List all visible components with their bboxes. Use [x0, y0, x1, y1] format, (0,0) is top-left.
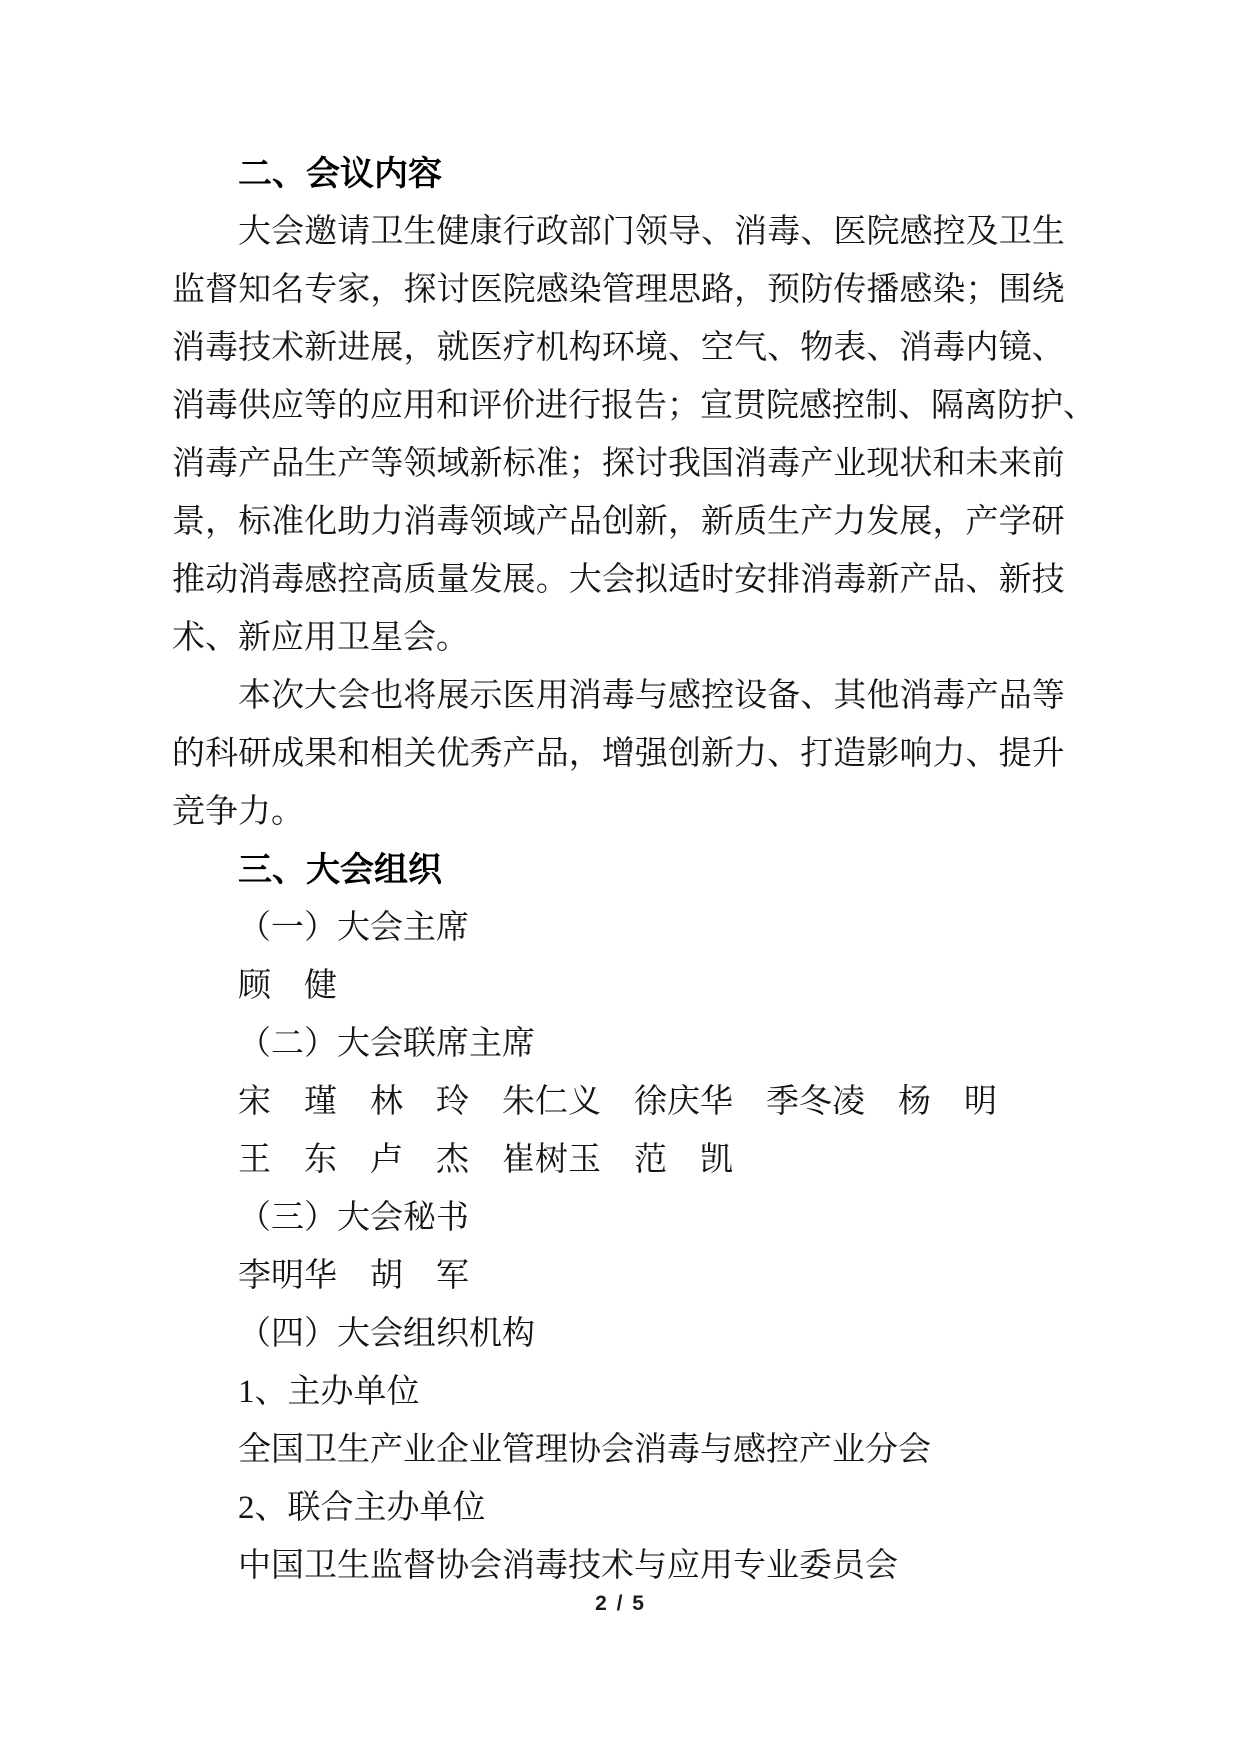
paragraph-line: 消 毒 产 品 生 产 等 领 域 新 标 准 ； 探 讨 我 国 消 毒 产 业 现 状 和 未 来 前: [172, 445, 1065, 482]
section-heading-meeting-content: 二、会议内容: [238, 155, 442, 193]
paragraph-line: 大 会 邀 请 卫 生 健 康 行 政 部 门 领 导 、 消 毒 、 医 院 感 控 及 卫 生: [238, 213, 1065, 250]
subsection-label-secretary: （三）大会秘书: [238, 1200, 469, 1236]
paragraph-line: 本 次 大 会 也 将 展 示 医 用 消 毒 与 感 控 设 备 、 其 他 消 毒 产 品 等: [238, 677, 1065, 714]
cohost-unit-name: 中国卫生监督协会消毒技术与应用专业委员会: [238, 1548, 898, 1584]
cochair-names-line: 王 东 卢 杰 崔树玉 范 凯: [238, 1142, 733, 1178]
paragraph-line: 监 督 知 名 专 家 ， 探 讨 医 院 感 染 管 理 思 路 ， 预 防 传 播 感 染 ； 围 绕: [172, 271, 1065, 308]
section-heading-organization: 三、大会组织: [238, 851, 442, 889]
page-number: 2 / 5: [595, 1592, 646, 1615]
paragraph-line: 术、新应用卫星会。: [172, 620, 469, 656]
document-body: [172, 145, 1096, 1595]
subsection-label-chair: （一）大会主席: [238, 910, 469, 946]
subsection-label-org: （四）大会组织机构: [238, 1316, 535, 1352]
paragraph-line: 的 科 研 成 果 和 相 关 优 秀 产 品 ， 增 强 创 新 力 、 打 造 影 响 力 、 提 升: [172, 735, 1065, 772]
cochair-names-line: 宋 瑾 林 玲 朱仁义 徐庆华 季冬凌 杨 明: [238, 1084, 997, 1120]
paragraph-line: 竞争力。: [172, 794, 304, 830]
subsection-label-cochair: （二）大会联席主席: [238, 1026, 535, 1062]
paragraph-line: 推 动 消 毒 感 控 高 质 量 发 展 。 大 会 拟 适 时 安 排 消 毒 新 产 品 、 新 技: [172, 561, 1065, 598]
paragraph-line: 景 ， 标 准 化 助 力 消 毒 领 域 产 品 创 新 ， 新 质 生 产 力 发 展 ， 产 学 研: [172, 503, 1065, 540]
cohost-unit-label: 2、联合主办单位: [238, 1490, 486, 1526]
secretary-names: 李明华 胡 军: [238, 1258, 469, 1294]
host-unit-name: 全国卫生产业企业管理协会消毒与感控产业分会: [238, 1432, 931, 1468]
chair-name: 顾 健: [238, 968, 337, 1004]
paragraph-line: 消 毒 技 术 新 进 展 ， 就 医 疗 机 构 环 境 、 空 气 、 物 表 、 消 毒 内 镜 、: [172, 329, 1065, 366]
paragraph-line: 消 毒 供 应 等 的 应 用 和 评 价 进 行 报 告 ； 宣 贯 院 感 控 制 、 隔 离 防 护 、: [172, 387, 1096, 424]
host-unit-label: 1、主办单位: [238, 1374, 420, 1410]
